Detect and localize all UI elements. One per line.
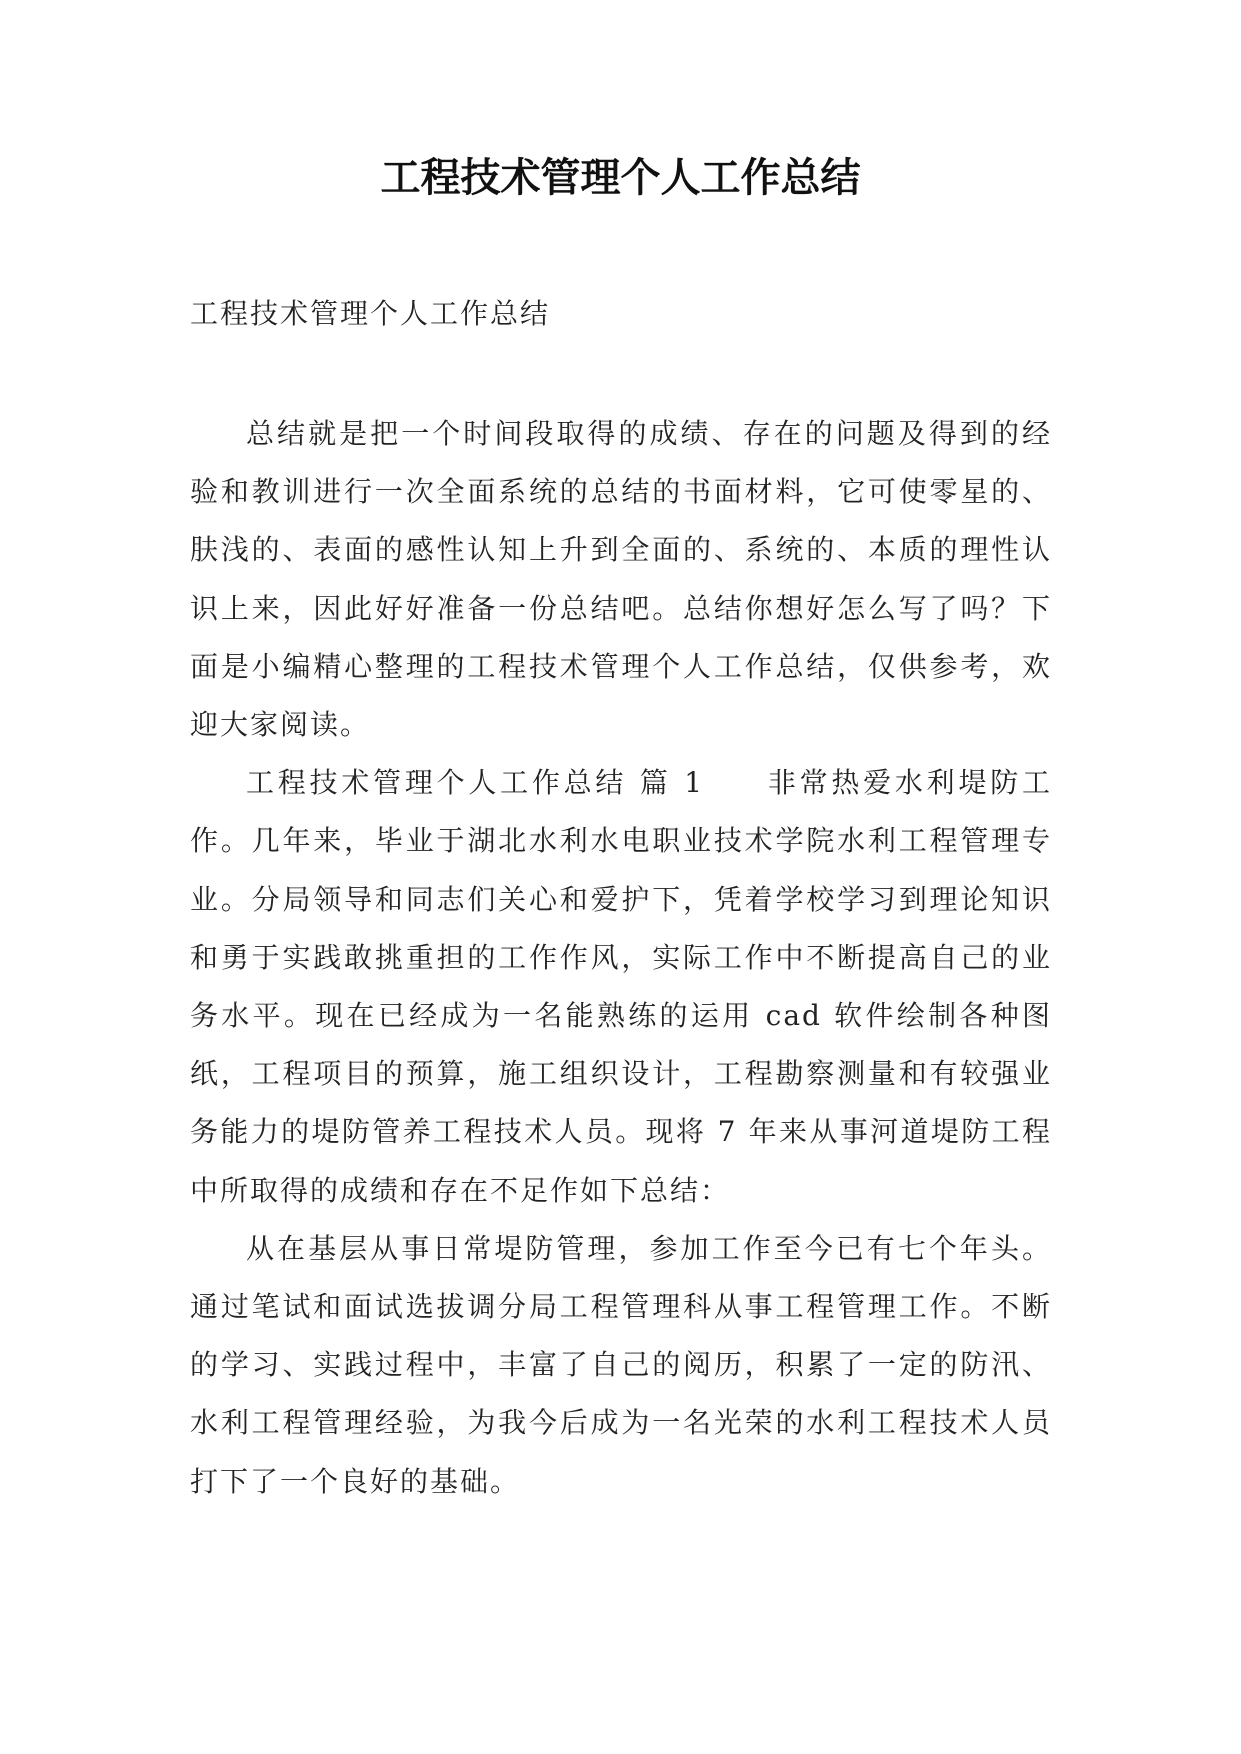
document-subtitle: 工程技术管理个人工作总结	[190, 297, 551, 330]
section-paragraph	[190, 754, 1052, 1220]
section-heading: 工程技术管理个人工作总结 篇 1	[246, 766, 705, 800]
section-body: 非常热爱水利堤防工作。几年来，毕业于湖北水利水电职业技术学院水利工程管理专业。分局领导和同志们关心和爱护下，凭着学校学习到理论知识和勇于实践敢挑重担的工作作风，实际工作中不断提高自己的业务水平。现在已经成为一名能熟练的运用 cad 软件绘制各种图纸，工程项目的预算，施工组织设计，工程勘察测量和有较强业务能力的堤防管养工程技术人员。现将 7 年来从事河道堤防工程中所取得的成绩和存在不足作如下总结：	[190, 766, 1052, 1207]
body-paragraph-2: 从在基层从事日常堤防管理，参加工作至今已有七个年头。通过笔试和面试选拔调分局工程管理科从事工程管理工作。不断的学习、实践过程中，丰富了自己的阅历，积累了一定的防汛、水利工程管理经验，为我今后成为一名光荣的水利工程技术人员打下了一个良好的基础。	[190, 1231, 1052, 1498]
document-title: 工程技术管理个人工作总结	[380, 154, 861, 201]
intro-paragraph: 总结就是把一个时间段取得的成绩、存在的问题及得到的经验和教训进行一次全面系统的总结的书面材料，它可使零星的、肤浅的、表面的感性认知上升到全面的、系统的、本质的理性认识上来，因此好好准备一份总结吧。总结你想好怎么写了吗？下面是小编精心整理的工程技术管理个人工作总结，仅供参考，欢迎大家阅读。	[190, 417, 1052, 742]
document-body	[190, 405, 1052, 1511]
